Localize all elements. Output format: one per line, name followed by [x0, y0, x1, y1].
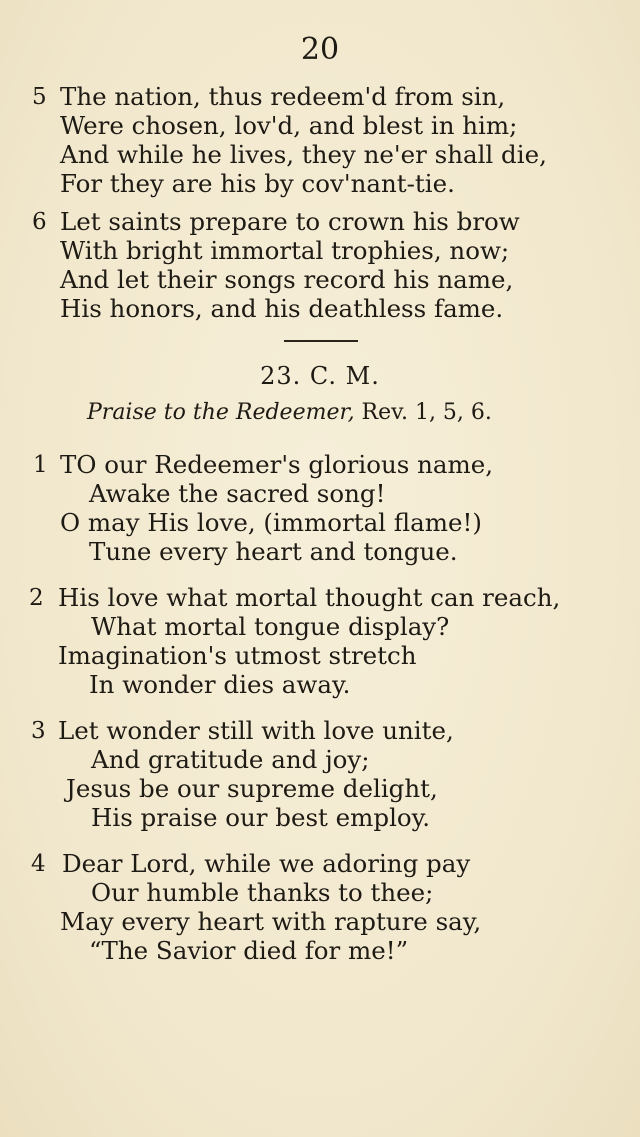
hymn-subtitle [87, 400, 492, 425]
stanza-number: 6 [32, 209, 47, 235]
stanza-number: 1 [33, 452, 48, 478]
verse-line: What mortal tongue display? [91, 612, 450, 641]
verse-line: And let their songs record his name, [60, 265, 514, 294]
verse-line: And while he lives, they ne'er shall die, [60, 140, 547, 169]
scripture-reference: Rev. 1, 5, 6. [354, 400, 492, 425]
stanza-number: 4 [31, 851, 46, 877]
verse-line: Awake the sacred song! [89, 479, 386, 508]
verse-line: O may His love, (immortal flame!) [60, 508, 482, 537]
verse-line: Dear Lord, while we adoring pay [62, 849, 471, 878]
verse-line: With bright immortal trophies, now; [60, 236, 510, 265]
verse-line: Let wonder still with love unite, [58, 716, 454, 745]
stanza-number: 3 [31, 718, 46, 744]
stanza-number: 5 [32, 84, 47, 110]
verse-line: His love what mortal thought can reach, [58, 583, 561, 612]
verse-line: Tune every heart and tongue. [89, 537, 458, 566]
verse-line: Imagination's utmost stretch [58, 641, 417, 670]
verse-line: And gratitude and joy; [91, 745, 370, 774]
verse-line: May every heart with rapture say, [60, 907, 482, 936]
stanza-number: 2 [29, 585, 44, 611]
verse-line: Were chosen, lov'd, and blest in him; [60, 111, 518, 140]
hymn-title: Praise to the Redeemer, [87, 400, 355, 425]
section-divider [284, 340, 358, 342]
page-number: 20 [300, 32, 340, 67]
verse-line: His honors, and his deathless fame. [60, 294, 504, 323]
verse-line: “The Savior died for me!” [89, 936, 409, 965]
verse-line: Our humble thanks to thee; [91, 878, 434, 907]
verse-line: His praise our best employ. [91, 803, 431, 832]
verse-line: Let saints prepare to crown his brow [60, 207, 520, 236]
verse-line: TO our Redeemer's glorious name, [60, 450, 494, 479]
verse-line: The nation, thus redeem'd from sin, [60, 82, 506, 111]
verse-line: Jesus be our supreme delight, [66, 774, 438, 803]
verse-line: For they are his by cov'nant-tie. [60, 169, 455, 198]
hymn-heading: 23. C. M. [260, 362, 380, 390]
verse-line: In wonder dies away. [89, 670, 351, 699]
